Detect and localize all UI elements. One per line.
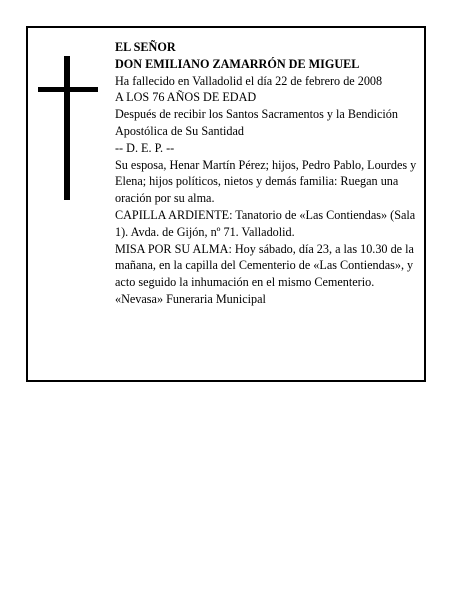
cross-horizontal-bar [38,87,98,92]
rip-line: -- D. E. P. -- [115,140,175,155]
funeral-home: «Nevasa» Funeraria Municipal [115,291,266,306]
latin-cross-icon [38,56,98,200]
age-statement: A LOS 76 AÑOS DE EDAD [115,90,257,105]
obituary-notice [26,26,426,382]
cross-vertical-bar [64,56,70,200]
mass-info: MISA POR SU ALMA: Hoy sábado, día 23, a las 10.30 de la mañana, en la capilla del Cementerio de «Las Contiendas», y acto seguido la inhumación en el mismo Cementerio. [115,241,414,290]
family-statement: Su esposa, Henar Martín Pérez; hijos, Pedro Pablo, Lourdes y Elena; hijos políticos, nietos y demás familia: Ruegan una oración por su alma. [115,157,417,206]
deceased-name: DON EMILIANO ZAMARRÓN DE MIGUEL [115,56,360,71]
chapel-info: CAPILLA ARDIENTE: Tanatorio de «Las Contiendas» (Sala 1). Avda. de Gijón, nº 71. Valladolid. [115,207,416,239]
notice-text-block [115,39,427,308]
notice-header-title: EL SEÑOR [115,40,176,54]
sacraments-statement: Después de recibir los Santos Sacramentos y la Bendición Apostólica de Su Santidad [115,107,398,138]
death-statement: Ha fallecido en Valladolid el día 22 de febrero de 2008 [115,73,383,88]
